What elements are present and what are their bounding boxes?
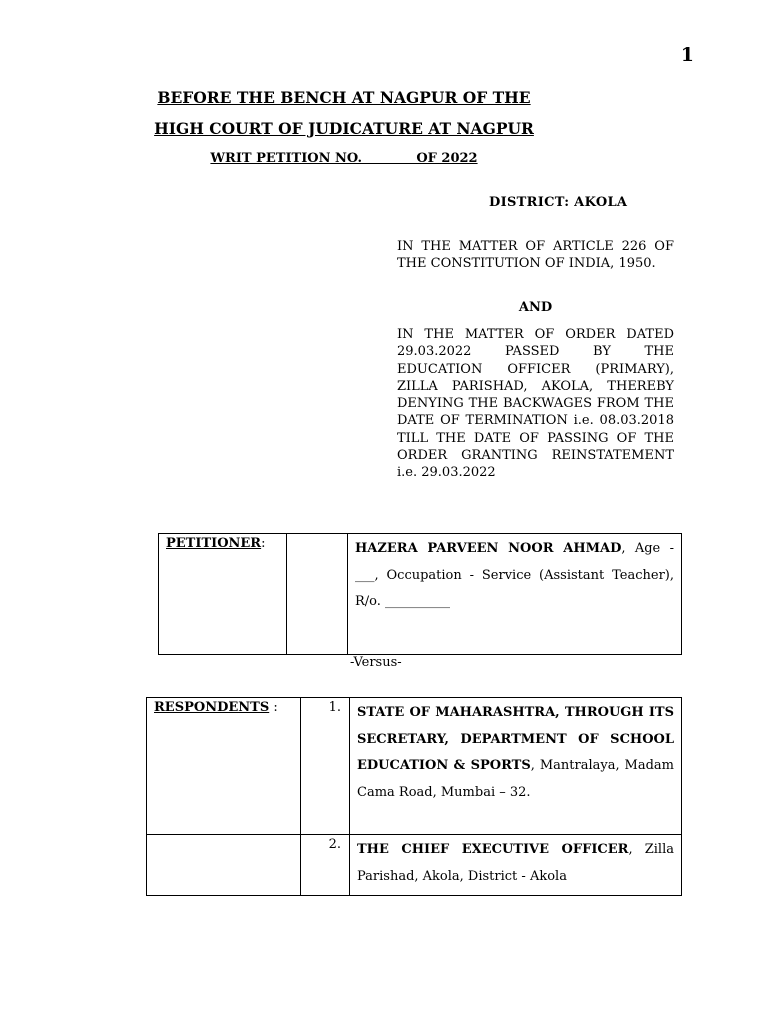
matter-order-dated: IN THE MATTER OF ORDER DATED 29.03.2022 PASSED BY THE EDUCATION OFFICER (PRIMARY), ZILLA PARISHAD, AKOLA, THEREBY DENYING THE BACKWAGES FROM THE DATE OF TERMINATION i.e. 08.03.2018 TILL THE DATE OF PASSING OF THE ORDER GRANTING REINSTATEMENT i.e. 29.03.2022 bbox=[397, 327, 674, 481]
respondents-label-cell bbox=[147, 698, 301, 835]
respondent-text bbox=[357, 700, 674, 806]
respondent-details: , Zilla Parishad, Akola, District - Akola bbox=[357, 842, 674, 884]
heading-line-1 bbox=[0, 88, 728, 107]
petitioner-text bbox=[355, 536, 674, 616]
respondents-label: RESPONDENTS bbox=[154, 700, 270, 715]
versus-label: -Versus- bbox=[350, 655, 402, 670]
respondent-details-cell bbox=[350, 698, 682, 835]
respondent-details-cell bbox=[350, 835, 682, 896]
petitioner-label: PETITIONER bbox=[166, 536, 262, 551]
petitioner-table bbox=[158, 533, 682, 655]
petitioner-name: HAZERA PARVEEN NOOR AHMAD bbox=[355, 541, 622, 556]
district-line: DISTRICT: AKOLA bbox=[489, 195, 628, 210]
respondents-table bbox=[146, 697, 682, 896]
petitioner-row bbox=[159, 534, 682, 655]
respondent-text bbox=[357, 837, 674, 890]
heading-line-2 bbox=[0, 119, 728, 138]
respondent-name: STATE OF MAHARASHTRA, THROUGH ITS SECRETARY, DEPARTMENT OF SCHOOL EDUCATION & SPORTS bbox=[357, 705, 674, 773]
and-separator: AND bbox=[518, 300, 553, 315]
respondent-details: , Mantralaya, Madam Cama Road, Mumbai – 32. bbox=[357, 758, 674, 800]
petitioner-label-suffix: : bbox=[261, 536, 266, 551]
page-number: 1 bbox=[680, 44, 694, 66]
respondent-row bbox=[147, 835, 682, 896]
heading-line-2-text: HIGH COURT OF JUDICATURE AT NAGPUR bbox=[154, 119, 534, 138]
respondents-label-suffix: : bbox=[269, 700, 278, 715]
matter-article-226: IN THE MATTER OF ARTICLE 226 OF THE CONSTITUTION OF INDIA, 1950. bbox=[397, 239, 674, 272]
petitioner-label-cell bbox=[159, 534, 287, 655]
respondent-number-cell bbox=[301, 835, 350, 896]
petitioner-details: , Age - ___, Occupation - Service (Assistant Teacher), R/o. __________ bbox=[355, 541, 674, 609]
respondents-label-cell-empty bbox=[147, 835, 301, 896]
respondent-name: THE CHIEF EXECUTIVE OFFICER bbox=[357, 842, 629, 857]
respondent-row bbox=[147, 698, 682, 835]
writ-petition-line bbox=[0, 151, 728, 166]
respondent-number: 2. bbox=[328, 837, 341, 852]
petitioner-number-cell bbox=[287, 534, 348, 655]
heading-line-1-text: BEFORE THE BENCH AT NAGPUR OF THE bbox=[157, 88, 531, 107]
respondent-number-cell bbox=[301, 698, 350, 835]
writ-petition-text: WRIT PETITION NO. OF 2022 bbox=[210, 151, 478, 166]
respondent-number: 1. bbox=[328, 700, 341, 715]
petitioner-details-cell bbox=[348, 534, 682, 655]
